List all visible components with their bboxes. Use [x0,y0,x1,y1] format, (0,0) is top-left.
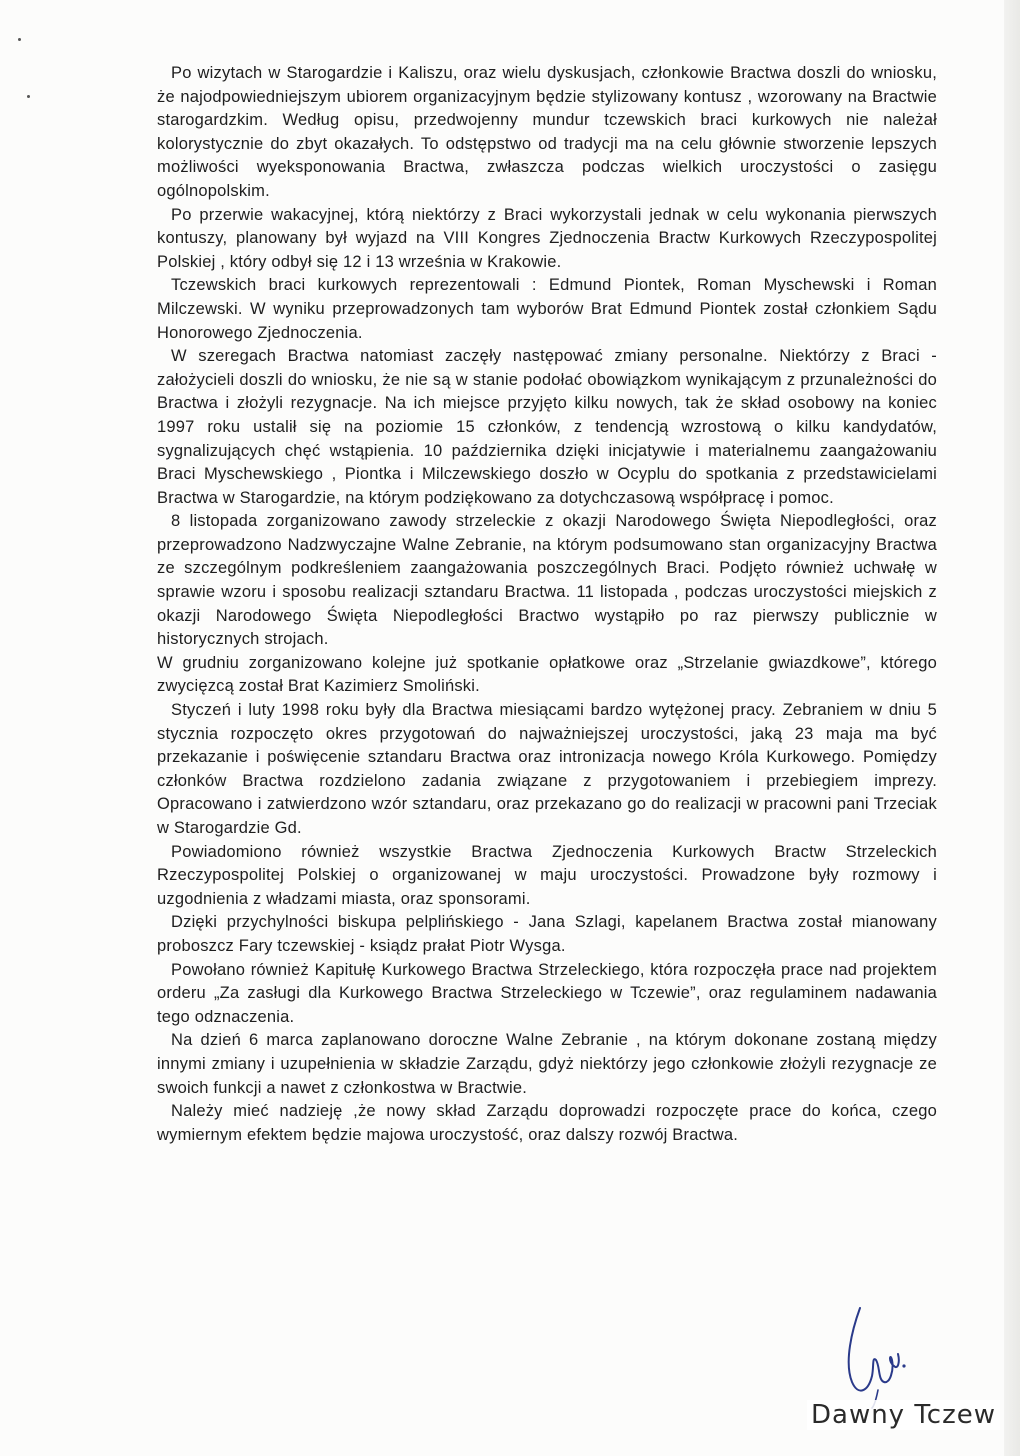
paragraph-3: Tczewskich braci kurkowych reprezentowali : Edmund Piontek, Roman Myschewski i Roman Milczewski. W wyniku przeprowadzonych tam wyborów Brat Edmund Piontek został członkiem Sądu Honorowego Zjednoczenia. [157,276,937,342]
paragraph-9: Dzięki przychylności biskupa pelplińskiego - Jana Szlagi, kapelanem Bractwa został mianowany proboszcz Fary tczewskiej - ksiądz prałat Piotr Wysga. [157,913,937,955]
watermark: Dawny Tczew [807,1400,1000,1430]
paragraph-8: Powiadomiono również wszystkie Bractwa Zjednoczenia Kurkowych Bractw Strzeleckich Rzeczypospolitej Polskiej o organizowanej w maju uroczystości. Prowadzone były rozmowy i uzgodnienia z władzami miasta, oraz sponsorami. [157,842,937,908]
paragraph-10: Powołano również Kapitułę Kurkowego Bractwa Strzeleckiego, która rozpoczęła prace nad projektem orderu „Za zasługi dla Kurkowego Bractwa Strzeleckiego w Tczewie”, oraz regulaminem nadawania tego odznaczenia. [157,960,937,1026]
document-text [157,62,937,1147]
paragraph-1: Po wizytach w Starogardzie i Kaliszu, oraz wielu dyskusjach, członkowie Bractwa doszli do wniosku, że najodpowiedniejszym ubiorem organizacyjnym będzie stylizowany kontusz , wzorowany na Bractwie starogardzkim. Według opisu, przedwojenny mundur tczewskich braci kurkowych nie należał kolorystycznie do zbyt okazałych. To odstępstwo od tradycji ma na celu głównie stworzenie lepszych możliwości wyeksponowania Bractwa, zwłaszcza podczas wielkich uroczystości o zasięgu ogólnopolskim. [157,64,937,200]
scan-speck [27,95,30,98]
paragraph-5: 8 listopada zorganizowano zawody strzeleckie z okazji Narodowego Święta Niepodległości, oraz przeprowadzono Nadzwyczajne Walne Zebranie, na którym podsumowano stan organizacyjny Bractwa ze szczególnym podkreśleniem zaangażowania poszczególnych Braci. Podjęto również uchwałę w sprawie wzoru i sposobu realizacji sztandaru Bractwa. 11 listopada , podczas uroczystości miejskich z okazji Narodowego Święta Niepodległości Bractwo wystąpiło po raz pierwszy publicznie w historycznych strojach. [157,512,937,649]
scan-speck [18,38,21,41]
handwritten-signature-icon [838,1300,918,1410]
paragraph-2: Po przerwie wakacyjnej, którą niektórzy z Braci wykorzystali jednak w celu wykonania pierwszych kontuszy, planowany był wyjazd na VIII Kongres Zjednoczenia Bractw Kurkowych Rzeczypospolitej Polskiej , który odbył się 12 i 13 września w Krakowie. [157,205,937,271]
paragraph-11: Na dzień 6 marca zaplanowano doroczne Walne Zebranie , na którym dokonane zostaną między innymi zmiany i uzupełnienia w składzie Zarządu, gdyż niektórzy jego członkowie złożyli rezygnacje ze swoich funkcji a nawet z członkostwa w Bractwie. [157,1031,937,1097]
paragraph-12: Należy mieć nadzieję ,że nowy skład Zarządu doprowadzi rozpoczęte prace do końca, czego wymiernym efektem będzie majowa uroczystość, oraz dalszy rozwój Bractwa. [157,1102,937,1144]
scan-edge [1004,0,1020,1456]
paragraph-7: Styczeń i luty 1998 roku były dla Bractwa miesiącami bardzo wytężonej pracy. Zebraniem w dniu 5 stycznia rozpoczęto okres przygotowań do najważniejszej uroczystości, jaką 23 maja ma być przekazanie i poświęcenie sztandaru Bractwa oraz intronizacja nowego Króla Kurkowego. Pomiędzy członków Bractwa rozdzielono zadania związane z przygotowaniem i przebiegiem imprezy. Opracowano i zatwierdzono wzór sztandaru, oraz przekazano go do realizacji w pracowni pani Trzeciak w Starogardzie Gd. [157,701,937,837]
paragraph-4: W szeregach Bractwa natomiast zaczęły następować zmiany personalne. Niektórzy z Braci - założycieli doszli do wniosku, że nie są w stanie podołać obowiązkom wynikającym z przunależności do Bractwa i złożyli rezygnacje. Na ich miejsce przyjęto kilku nowych, tak że skład osobowy na koniec 1997 roku ustalił się na poziomie 15 członków, z tendencją wzrostową o kilku kandydatów, sygnalizujących chęć wstąpienia. 10 października dzięki inicjatywie i materialnemu zaangażowaniu Braci Myschewskiego , Piontka i Milczewskiego doszło w Ocyplu do spotkania z przedstawicielami Bractwa w Starogardzie, na którym podziękowano za dotychczasową współpracę i pomoc. [157,347,937,507]
paragraph-6: W grudniu zorganizowano kolejne już spotkanie opłatkowe oraz „Strzelanie gwiazdkowe”, którego zwycięzcą został Brat Kazimierz Smoliński. [157,653,937,696]
